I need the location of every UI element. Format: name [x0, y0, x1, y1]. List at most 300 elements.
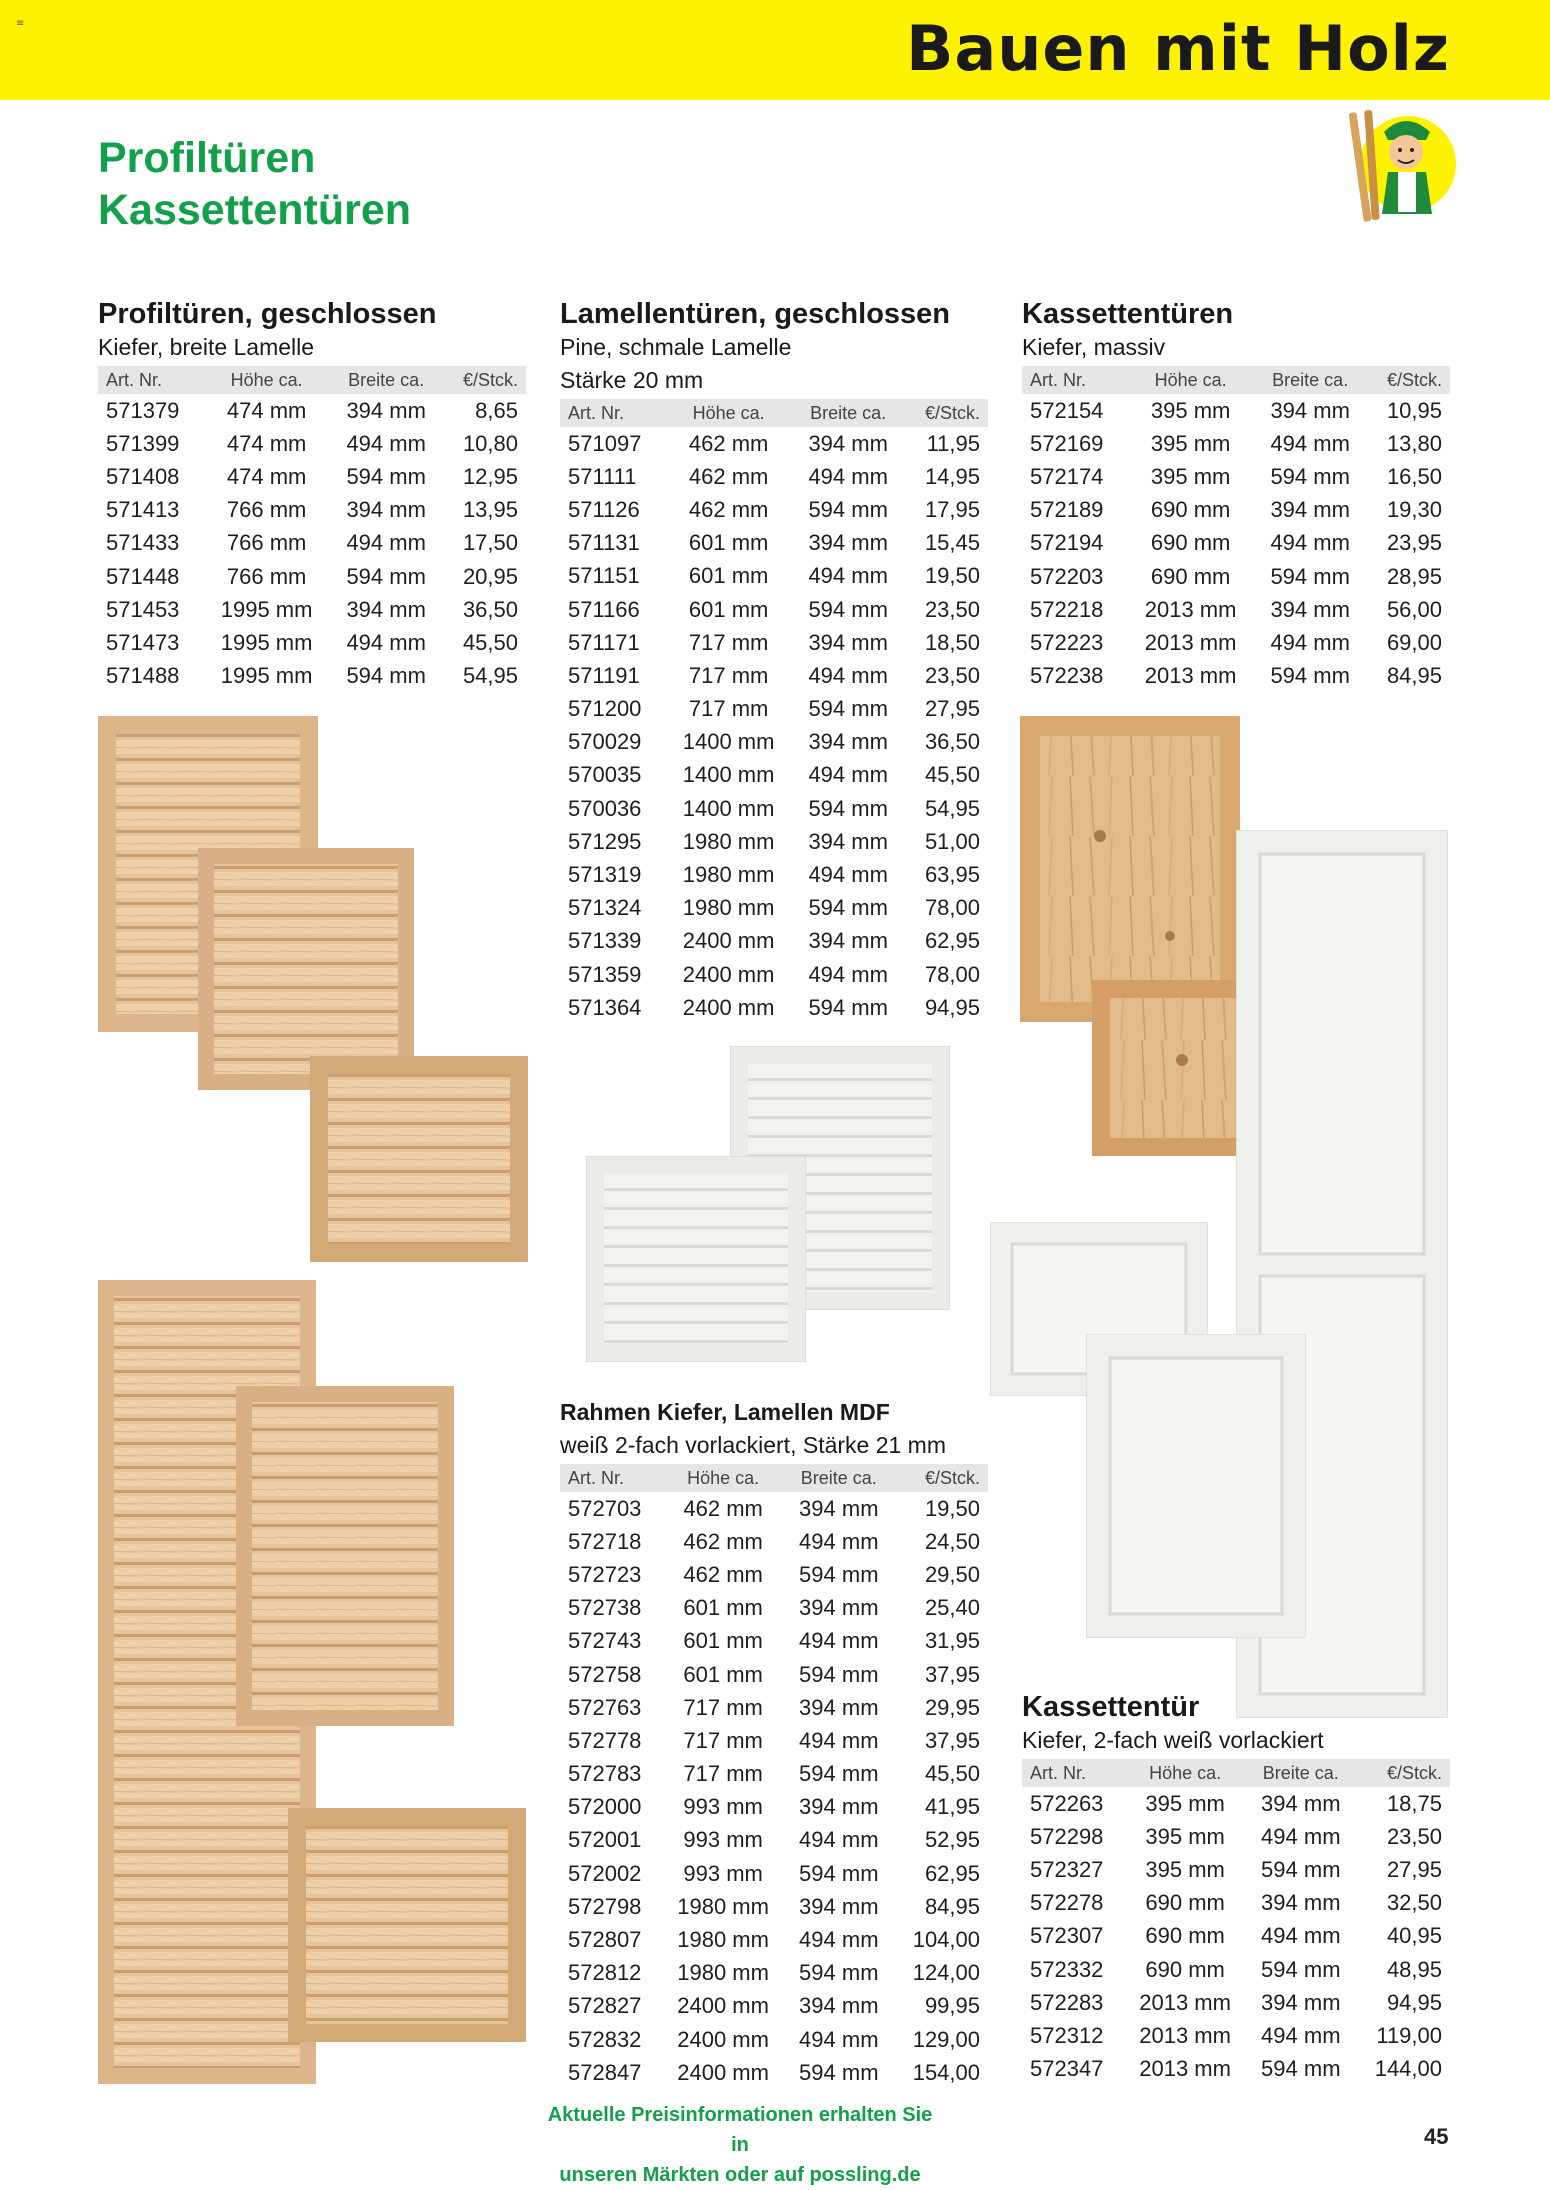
cell-hoehe: 395 mm	[1150, 463, 1231, 489]
cell-art-nr: 572807	[568, 1927, 642, 1953]
page-heading-line-2: Kassettentüren	[98, 186, 412, 234]
cell-art-nr: 572174	[1030, 463, 1104, 489]
cell-breite: 494 mm	[1270, 530, 1350, 556]
photo-kassettentuer-weiss-2	[1086, 1334, 1306, 1638]
header-bar	[0, 0, 1550, 100]
block-title: Kassettentür	[1022, 1691, 1200, 1723]
cell-breite: 394 mm	[808, 530, 888, 556]
col-preis: €/Stck.	[442, 366, 526, 394]
cell-breite: 394 mm	[346, 397, 426, 423]
table-row	[560, 1558, 988, 1591]
cell-hoehe: 993 mm	[683, 1794, 763, 1820]
col-breite: Breite ca.	[1254, 366, 1366, 394]
cell-breite: 594 mm	[808, 696, 888, 722]
cell-breite: 394 mm	[346, 596, 426, 622]
cell-breite: 494 mm	[1261, 2022, 1341, 2048]
price-table	[98, 366, 526, 693]
col-hoehe: Höhe ca.	[665, 399, 792, 427]
table-row	[1022, 527, 1450, 560]
cell-preis: 37,95	[924, 1727, 980, 1753]
cell-art-nr: 571488	[106, 663, 180, 689]
cell-art-nr: 571324	[568, 895, 642, 921]
table-row	[1022, 1986, 1450, 2019]
table-row	[1022, 2053, 1450, 2086]
cell-hoehe: 690 mm	[1145, 1890, 1225, 1916]
cell-art-nr: 572827	[568, 1993, 642, 2019]
cell-preis: 84,95	[1386, 663, 1442, 689]
table-row	[560, 792, 988, 825]
table-row	[560, 1492, 988, 1525]
cell-hoehe: 2400 mm	[677, 2026, 769, 2052]
cell-breite: 594 mm	[808, 496, 888, 522]
cell-hoehe: 717 mm	[683, 1761, 763, 1787]
cell-preis: 56,00	[1386, 596, 1442, 622]
cell-hoehe: 2400 mm	[677, 1993, 769, 2019]
cell-art-nr: 572718	[568, 1528, 642, 1554]
cell-art-nr: 572154	[1030, 397, 1104, 423]
cell-hoehe: 395 mm	[1150, 397, 1231, 423]
cell-art-nr: 571111	[568, 463, 637, 489]
cell-breite: 494 mm	[808, 862, 888, 888]
cell-preis: 23,50	[1386, 1823, 1442, 1849]
cell-hoehe: 766 mm	[226, 497, 307, 523]
cell-hoehe: 717 mm	[683, 1694, 763, 1720]
table-row	[1022, 394, 1450, 427]
cell-art-nr: 572327	[1030, 1856, 1104, 1882]
mascot-logo	[1346, 102, 1456, 228]
cell-hoehe: 717 mm	[688, 662, 769, 688]
page-heading-line-1: Profiltüren	[98, 134, 316, 182]
cell-art-nr: 571191	[568, 662, 640, 688]
col-preis: €/Stck.	[904, 399, 988, 427]
cell-art-nr: 572332	[1030, 1956, 1104, 1982]
photo-profiltuer-2	[198, 848, 414, 1090]
cell-preis: 94,95	[924, 994, 980, 1020]
cell-art-nr: 572263	[1030, 1790, 1104, 1816]
cell-breite: 594 mm	[346, 663, 426, 689]
cell-preis: 16,50	[1386, 463, 1442, 489]
photo-profiltuer-lang-2	[236, 1386, 454, 1726]
cell-preis: 17,95	[924, 496, 980, 522]
cell-art-nr: 572758	[568, 1661, 642, 1687]
table-row	[98, 427, 526, 460]
block-title: Kassettentüren	[1022, 298, 1234, 330]
table-row	[560, 527, 988, 560]
page-heading	[98, 132, 411, 236]
cell-preis: 25,40	[924, 1595, 980, 1621]
table-row	[560, 1791, 988, 1824]
price-table	[560, 399, 988, 1024]
cell-breite: 394 mm	[808, 828, 888, 854]
table-row	[560, 1658, 988, 1691]
cell-art-nr: 571151	[568, 563, 640, 589]
cell-preis: 29,50	[924, 1561, 980, 1587]
cell-art-nr: 571171	[568, 629, 640, 655]
cell-breite: 394 mm	[799, 1993, 879, 2019]
block-title: Rahmen Kiefer, Lamellen MDF	[560, 1399, 890, 1425]
cell-breite: 494 mm	[346, 530, 426, 556]
cell-hoehe: 601 mm	[688, 563, 769, 589]
cell-art-nr: 572347	[1030, 2056, 1104, 2082]
cell-breite: 394 mm	[799, 1794, 879, 1820]
cell-art-nr: 572812	[568, 1960, 642, 1986]
col-art: Art. Nr.	[1022, 1759, 1124, 1787]
table-row	[560, 1957, 988, 1990]
cell-hoehe: 462 mm	[688, 463, 769, 489]
cell-preis: 45,50	[924, 762, 980, 788]
cell-preis: 124,00	[912, 1960, 980, 1986]
cell-preis: 19,50	[924, 563, 980, 589]
cell-preis: 104,00	[912, 1927, 980, 1953]
table-row	[560, 693, 988, 726]
cell-hoehe: 690 mm	[1150, 497, 1231, 523]
cell-hoehe: 690 mm	[1150, 530, 1231, 556]
cell-art-nr: 572283	[1030, 1989, 1104, 2015]
table-row	[1022, 460, 1450, 493]
cell-art-nr: 572723	[568, 1561, 642, 1587]
cell-hoehe: 766 mm	[226, 530, 307, 556]
cell-breite: 594 mm	[808, 994, 888, 1020]
cell-preis: 154,00	[912, 2059, 980, 2085]
table-row	[1022, 660, 1450, 693]
cell-art-nr: 572832	[568, 2026, 642, 2052]
cell-breite: 494 mm	[799, 1927, 879, 1953]
cell-art-nr: 571359	[568, 961, 642, 987]
cell-preis: 19,50	[924, 1495, 980, 1521]
cell-preis: 13,80	[1386, 430, 1442, 456]
cell-art-nr: 572798	[568, 1893, 642, 1919]
cell-breite: 594 mm	[1261, 2056, 1341, 2082]
cell-preis: 54,95	[924, 795, 980, 821]
table-row	[98, 593, 526, 626]
cell-breite: 394 mm	[1270, 596, 1350, 622]
cell-breite: 494 mm	[346, 430, 426, 456]
cell-art-nr: 572169	[1030, 430, 1104, 456]
table-row	[560, 1923, 988, 1956]
cell-preis: 36,50	[462, 596, 518, 622]
cell-art-nr: 572847	[568, 2059, 642, 2085]
cell-preis: 13,95	[462, 497, 518, 523]
cell-preis: 78,00	[924, 961, 980, 987]
cell-breite: 494 mm	[1270, 430, 1350, 456]
cell-hoehe: 1980 mm	[677, 1960, 769, 1986]
cell-preis: 99,95	[924, 1993, 980, 2019]
cell-hoehe: 1995 mm	[220, 596, 313, 622]
cell-preis: 23,50	[924, 596, 980, 622]
block-subtitle: Pine, schmale Lamelle	[560, 334, 792, 360]
table-row	[560, 1625, 988, 1658]
table-row	[98, 626, 526, 659]
cell-preis: 10,80	[462, 430, 518, 456]
cell-hoehe: 766 mm	[226, 563, 307, 589]
block-lamellentueren	[560, 297, 988, 1024]
cell-preis: 8,65	[475, 397, 518, 423]
table-row	[560, 460, 988, 493]
footer-line-2: unseren Märkten oder auf possling.de	[559, 2164, 921, 2186]
cell-breite: 594 mm	[1270, 663, 1350, 689]
cell-preis: 45,50	[462, 629, 518, 655]
table-row	[560, 1724, 988, 1757]
col-hoehe: Höhe ca.	[203, 366, 330, 394]
cell-art-nr: 572218	[1030, 596, 1104, 622]
cell-preis: 32,50	[1386, 1890, 1442, 1916]
table-row	[560, 892, 988, 925]
cell-breite: 594 mm	[346, 563, 426, 589]
cell-hoehe: 2013 mm	[1144, 629, 1237, 655]
table-row	[1022, 2019, 1450, 2052]
cell-breite: 394 mm	[1261, 1890, 1341, 1916]
col-breite: Breite ca.	[1246, 1759, 1355, 1787]
cell-hoehe: 1980 mm	[682, 828, 775, 854]
photo-lamellentuer-weiss-2	[586, 1156, 806, 1362]
cell-preis: 144,00	[1374, 2056, 1442, 2082]
cell-art-nr: 571339	[568, 928, 642, 954]
cell-hoehe: 2400 mm	[682, 994, 775, 1020]
cell-breite: 394 mm	[799, 1595, 879, 1621]
table-row	[1022, 494, 1450, 527]
block-subtitle: Kiefer, breite Lamelle	[98, 334, 315, 360]
cell-breite: 394 mm	[1270, 497, 1350, 523]
cell-art-nr: 572000	[568, 1794, 642, 1820]
table-row	[98, 460, 526, 493]
cell-breite: 494 mm	[799, 1727, 879, 1753]
col-preis: €/Stck.	[1355, 1759, 1450, 1787]
cell-breite: 594 mm	[799, 2059, 879, 2085]
cell-hoehe: 474 mm	[226, 430, 307, 456]
cell-breite: 594 mm	[799, 1661, 879, 1687]
table-row	[560, 1758, 988, 1791]
cell-hoehe: 395 mm	[1145, 1790, 1225, 1816]
price-table	[1022, 366, 1450, 693]
cell-hoehe: 462 mm	[688, 496, 769, 522]
table-row	[560, 1824, 988, 1857]
cell-breite: 494 mm	[808, 961, 888, 987]
table-row	[560, 493, 988, 526]
table-row	[1022, 626, 1450, 659]
corner-mark: ≡	[16, 18, 25, 29]
table-row	[1022, 593, 1450, 626]
cell-hoehe: 2013 mm	[1139, 2056, 1231, 2082]
cell-art-nr: 572703	[568, 1495, 642, 1521]
cell-breite: 494 mm	[799, 1628, 879, 1654]
cell-preis: 36,50	[924, 729, 980, 755]
price-table	[1022, 1759, 1450, 2086]
table-row	[560, 1890, 988, 1923]
table-row	[560, 2056, 988, 2089]
cell-art-nr: 571413	[106, 497, 180, 523]
cell-art-nr: 572778	[568, 1727, 642, 1753]
cell-art-nr: 571408	[106, 463, 180, 489]
cell-breite: 494 mm	[808, 563, 888, 589]
table-row	[1022, 1820, 1450, 1853]
cell-breite: 394 mm	[808, 729, 888, 755]
cell-breite: 394 mm	[1270, 397, 1350, 423]
block-profiltueren	[98, 297, 526, 693]
cell-preis: 48,95	[1386, 1956, 1442, 1982]
cell-hoehe: 1980 mm	[677, 1893, 769, 1919]
cell-hoehe: 462 mm	[683, 1495, 763, 1521]
cell-preis: 20,95	[462, 563, 518, 589]
table-row	[98, 560, 526, 593]
table-row	[1022, 1920, 1450, 1953]
cell-art-nr: 572312	[1030, 2022, 1104, 2048]
cell-art-nr: 571126	[568, 496, 640, 522]
photo-kassettentuer-kiefer-1	[1020, 716, 1240, 1022]
block-kassettentueren	[1022, 297, 1450, 693]
cell-hoehe: 601 mm	[683, 1595, 763, 1621]
table-row	[98, 494, 526, 527]
table-row	[560, 991, 988, 1024]
cell-preis: 18,50	[924, 629, 980, 655]
cell-preis: 27,95	[1386, 1856, 1442, 1882]
cell-art-nr: 571399	[106, 430, 180, 456]
header-title: Bauen mit Holz	[906, 12, 1450, 85]
cell-art-nr: 572203	[1030, 563, 1104, 589]
cell-breite: 394 mm	[799, 1495, 879, 1521]
block-subtitle: Kiefer, massiv	[1022, 334, 1166, 360]
cell-preis: 37,95	[924, 1661, 980, 1687]
cell-breite: 394 mm	[1261, 1989, 1341, 2015]
cell-breite: 494 mm	[1261, 1823, 1341, 1849]
cell-preis: 11,95	[926, 430, 980, 456]
col-hoehe: Höhe ca.	[1127, 366, 1254, 394]
cell-art-nr: 571473	[106, 629, 180, 655]
col-breite: Breite ca.	[784, 1464, 893, 1492]
cell-hoehe: 717 mm	[688, 696, 769, 722]
block-subtitle: weiß 2-fach vorlackiert, Stärke 21 mm	[560, 1432, 947, 1458]
table-row	[1022, 427, 1450, 460]
cell-breite: 594 mm	[1261, 1856, 1341, 1882]
col-preis: €/Stck.	[1366, 366, 1450, 394]
cell-art-nr: 571166	[568, 596, 640, 622]
cell-hoehe: 474 mm	[226, 463, 307, 489]
cell-preis: 62,95	[924, 1860, 980, 1886]
table-row	[560, 958, 988, 991]
cell-art-nr: 572738	[568, 1595, 642, 1621]
table-row	[98, 394, 526, 427]
cell-hoehe: 462 mm	[688, 430, 769, 456]
cell-preis: 84,95	[924, 1893, 980, 1919]
cell-hoehe: 1400 mm	[682, 762, 775, 788]
cell-hoehe: 1980 mm	[682, 862, 775, 888]
cell-hoehe: 1400 mm	[682, 729, 775, 755]
cell-art-nr: 571364	[568, 994, 642, 1020]
photo-profiltuer-lang-3	[288, 1808, 526, 2042]
table-row	[98, 660, 526, 693]
cell-breite: 594 mm	[799, 1761, 879, 1787]
cell-preis: 23,50	[924, 662, 980, 688]
table-row	[560, 1592, 988, 1625]
cell-hoehe: 601 mm	[683, 1661, 763, 1687]
table-row	[1022, 1887, 1450, 1920]
cell-hoehe: 717 mm	[688, 629, 769, 655]
cell-art-nr: 570035	[568, 762, 642, 788]
cell-hoehe: 601 mm	[683, 1628, 763, 1654]
cell-preis: 29,95	[924, 1694, 980, 1720]
cell-breite: 494 mm	[1261, 1923, 1341, 1949]
cell-preis: 23,95	[1386, 530, 1442, 556]
col-hoehe: Höhe ca.	[662, 1464, 785, 1492]
page-number: 45	[1424, 2124, 1449, 2149]
table-row	[560, 593, 988, 626]
cell-hoehe: 690 mm	[1145, 1956, 1225, 1982]
table-row	[98, 527, 526, 560]
table-row	[1022, 560, 1450, 593]
footer-note	[540, 2100, 940, 2190]
cell-hoehe: 1995 mm	[220, 663, 313, 689]
cell-breite: 594 mm	[799, 1860, 879, 1886]
cell-breite: 394 mm	[808, 928, 888, 954]
cell-art-nr: 571319	[568, 862, 642, 888]
cell-preis: 63,95	[924, 862, 980, 888]
cell-hoehe: 1995 mm	[220, 629, 313, 655]
cell-art-nr: 571097	[568, 430, 642, 456]
table-row	[1022, 1787, 1450, 1820]
cell-preis: 14,95	[924, 463, 980, 489]
table-row	[560, 1990, 988, 2023]
cell-art-nr: 572194	[1030, 530, 1104, 556]
cell-breite: 494 mm	[799, 1827, 879, 1853]
table-row	[560, 1857, 988, 1890]
cell-art-nr: 572783	[568, 1761, 642, 1787]
cell-art-nr: 571379	[106, 397, 180, 423]
cell-breite: 394 mm	[1261, 1790, 1341, 1816]
cell-hoehe: 2013 mm	[1139, 1989, 1231, 2015]
cell-breite: 394 mm	[799, 1694, 879, 1720]
cell-hoehe: 993 mm	[683, 1860, 763, 1886]
cell-preis: 52,95	[924, 1827, 980, 1853]
table-row	[1022, 1953, 1450, 1986]
table-row	[560, 560, 988, 593]
cell-hoehe: 1980 mm	[682, 895, 775, 921]
cell-hoehe: 395 mm	[1145, 1823, 1225, 1849]
cell-art-nr: 570029	[568, 729, 642, 755]
block-title: Profiltüren, geschlossen	[98, 298, 437, 330]
cell-hoehe: 601 mm	[688, 530, 769, 556]
cell-art-nr: 572763	[568, 1694, 642, 1720]
table-row	[560, 427, 988, 460]
col-art: Art. Nr.	[560, 399, 665, 427]
table-row	[560, 659, 988, 692]
cell-preis: 18,75	[1386, 1790, 1442, 1816]
table-row	[560, 626, 988, 659]
cell-preis: 62,95	[924, 928, 980, 954]
cell-hoehe: 395 mm	[1145, 1856, 1225, 1882]
cell-art-nr: 571433	[106, 530, 180, 556]
cell-hoehe: 462 mm	[683, 1561, 763, 1587]
cell-breite: 394 mm	[808, 629, 888, 655]
cell-preis: 12,95	[462, 463, 518, 489]
cell-breite: 494 mm	[346, 629, 426, 655]
cell-preis: 45,50	[924, 1761, 980, 1787]
cell-preis: 27,95	[924, 696, 980, 722]
cell-breite: 594 mm	[799, 1960, 879, 1986]
cell-art-nr: 572278	[1030, 1890, 1104, 1916]
cell-breite: 494 mm	[799, 2026, 879, 2052]
cell-preis: 19,30	[1386, 497, 1442, 523]
col-art: Art. Nr.	[1022, 366, 1127, 394]
cell-preis: 78,00	[924, 895, 980, 921]
cell-hoehe: 2013 mm	[1144, 596, 1237, 622]
col-art: Art. Nr.	[98, 366, 203, 394]
table-row	[560, 2023, 988, 2056]
cell-preis: 129,00	[912, 2026, 980, 2052]
cell-hoehe: 2400 mm	[682, 928, 775, 954]
cell-hoehe: 395 mm	[1150, 430, 1231, 456]
col-breite: Breite ca.	[792, 399, 904, 427]
price-table	[560, 1464, 988, 2089]
cell-hoehe: 474 mm	[226, 397, 307, 423]
